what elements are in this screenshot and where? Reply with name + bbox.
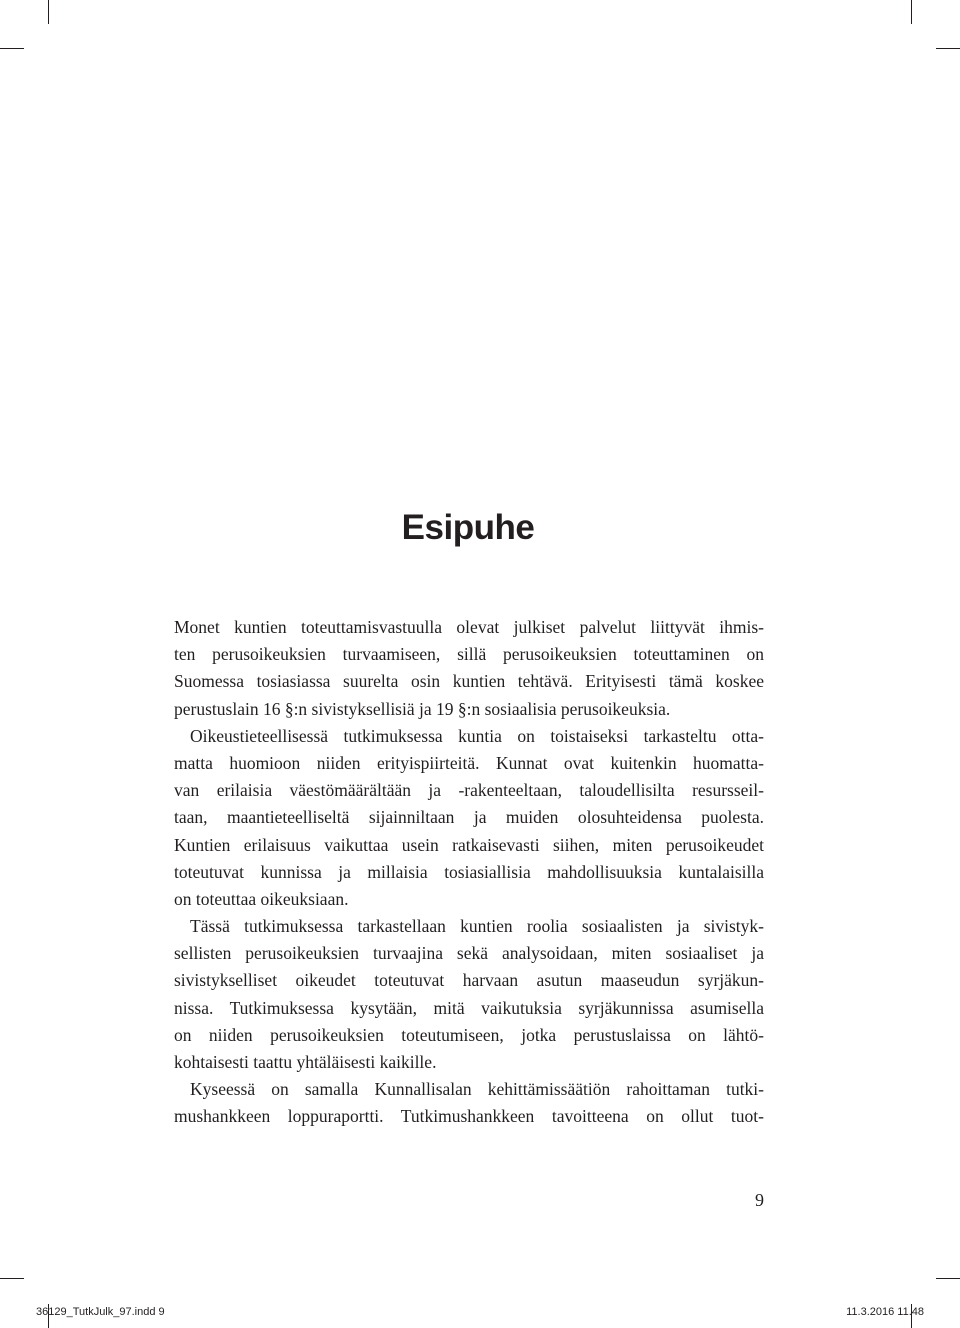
text-line: mushankkeen loppuraportti. Tutkimushankkeen tavoitteena on ollut tuot-: [174, 1106, 764, 1127]
text-line: taan, maantieteelliseltä sijainniltaan ja muiden olosuhteidensa puolesta.: [174, 807, 764, 828]
text-line: on toteuttaa oikeuksiaan.: [174, 888, 349, 909]
page-title: Esipuhe: [401, 508, 535, 547]
text-line: van erilaisia väestömäärältään ja -rakenteeltaan, taloudellisilta resursseil-: [174, 780, 764, 801]
crop-mark-top-right-horizontal: [936, 48, 960, 49]
crop-mark-top-right: [911, 0, 912, 24]
crop-mark-top-left-horizontal: [0, 48, 24, 49]
text-line: Suomessa tosiasiassa suurelta osin kuntien tehtävä. Erityisesti tämä koskee: [174, 671, 764, 692]
text-line: ten perusoikeuksien turvaamiseen, sillä perusoikeuksien toteuttaminen on: [174, 644, 764, 665]
text-line: Kuntien erilaisuus vaikuttaa usein ratkaisevasti siihen, miten perusoikeudet: [174, 834, 764, 855]
crop-mark-bottom-left-horizontal: [0, 1278, 24, 1279]
text-line: sellisten perusoikeuksien turvaajina sekä analysoidaan, miten sosiaaliset ja: [174, 943, 764, 964]
text-line: perustuslain 16 §:n sivistyksellisiä ja 19 §:n sosiaalisia perusoikeuksia.: [174, 698, 671, 719]
text-line: on niiden perusoikeuksien toteutumiseen, jotka perustuslaissa on lähtö-: [174, 1024, 764, 1045]
text-line: Tässä tutkimuksessa tarkastellaan kuntien roolia sosiaalisten ja sivistyk-: [190, 916, 764, 937]
text-line: sivistykselliset oikeudet toteutuvat harvaan asutun maaseudun syrjäkun-: [174, 970, 764, 991]
body-text: [174, 614, 764, 1131]
text-line: Oikeustieteellisessä tutkimuksessa kuntia on toistaiseksi tarkasteltu otta-: [190, 725, 764, 746]
text-line: Monet kuntien toteuttamisvastuulla olevat julkiset palvelut liittyvät ihmis-: [174, 617, 764, 637]
page-number: 9: [755, 1190, 764, 1210]
crop-mark-top-left: [48, 0, 49, 24]
text-line: matta huomioon niiden erityispiirteitä. Kunnat ovat kuitenkin huomatta-: [174, 752, 764, 773]
slug-file-name: 36129_TutkJulk_97.indd 9: [36, 1306, 165, 1318]
text-line: Kyseessä on samalla Kunnallisalan kehittämissäätiön rahoittaman tutki-: [190, 1079, 764, 1100]
crop-mark-bottom-right-horizontal: [936, 1278, 960, 1279]
text-line: toteutuvat kunnissa ja millaisia tosiasiallisia mahdollisuuksia kuntalaisilla: [174, 861, 764, 882]
text-line: nissa. Tutkimuksessa kysytään, mitä vaikutuksia syrjäkunnissa asumisella: [174, 997, 764, 1018]
text-line: kohtaisesti taattu yhtäläisesti kaikille.: [174, 1052, 437, 1072]
slug-timestamp: 11.3.2016 11.48: [846, 1306, 924, 1318]
